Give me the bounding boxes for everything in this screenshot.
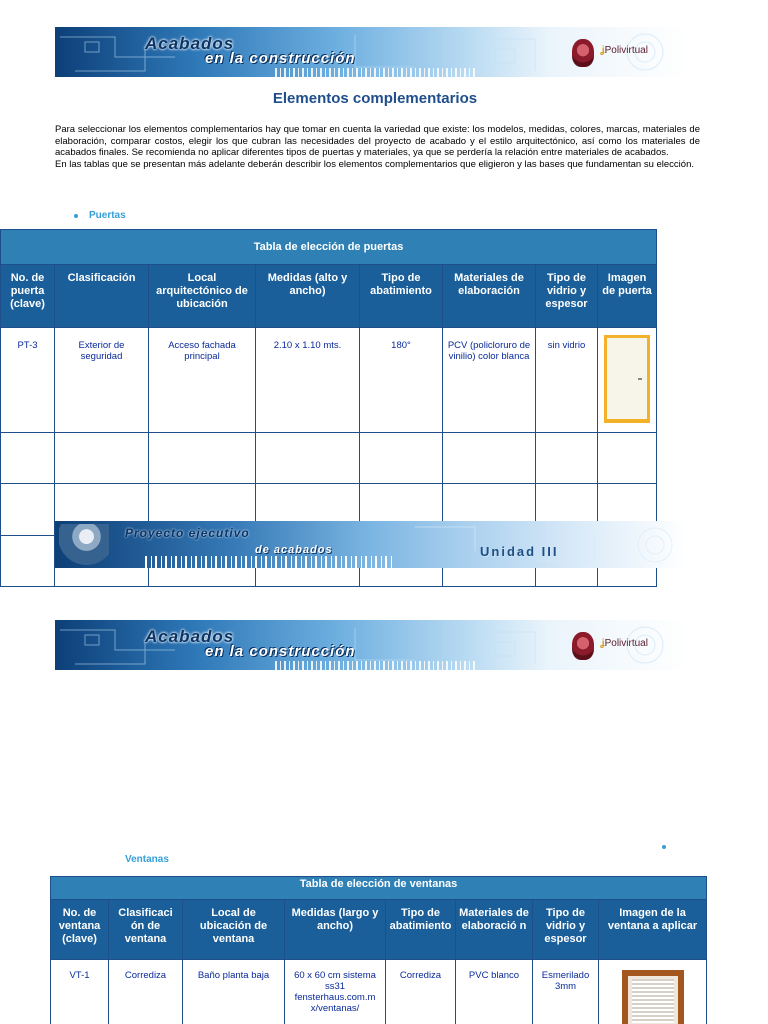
polivirtual-logo: ʝPolivirtual <box>600 638 648 649</box>
barcode-decoration <box>145 556 395 568</box>
doors-col-header: Tipo de vidrio y espesor <box>536 265 598 328</box>
window-location-cell: Baño planta baja <box>183 960 285 1024</box>
windows-col-header: Clasificaci ón de ventana <box>109 900 183 960</box>
header-banner-page2 <box>55 620 688 670</box>
intro-text <box>55 124 700 170</box>
bullet-icon <box>74 214 78 218</box>
doors-table-caption: Tabla de elección de puertas <box>1 230 657 265</box>
doors-col-header: Medidas (alto y ancho) <box>256 265 360 328</box>
unit-label: Unidad III <box>480 544 559 559</box>
polivirtual-logo: ʝPolivirtual <box>600 45 648 56</box>
footer-banner-line2: de acabados <box>255 544 333 556</box>
table-row <box>1 327 657 432</box>
barcode-decoration <box>275 661 475 670</box>
intro-paragraph-1: Para seleccionar los elementos complementarios hay que tomar en cuenta la variedad que existe: los modelos, medidas, colores, marcas, materiales de elaboración, comparar costos, elegir los que cubran las necesidades del proyecto de acabado y el estilo arquitectónico, así como los materiales de acabados finales. Se recomienda no aplicar diferentes tipos de puertas y materiales, ya que se perdería la relación entre materiales de acabados. <box>55 124 700 158</box>
door-image <box>604 335 650 423</box>
banner-title-line2: en la construcción <box>205 643 356 660</box>
door-key-cell: PT-3 <box>1 327 55 432</box>
table-row <box>1 432 657 483</box>
footer-banner-line1: Proyecto ejecutivo <box>125 526 250 540</box>
section-label-doors: Puertas <box>89 210 126 221</box>
windows-col-header: Local de ubicación de ventana <box>183 900 285 960</box>
door-glass-cell: sin vidrio <box>536 327 598 432</box>
worker-photo <box>59 524 109 566</box>
windows-table-caption: Tabla de elección de ventanas <box>51 877 707 900</box>
institution-seal-icon <box>572 39 594 67</box>
windows-col-header: Imagen de la ventana a aplicar <box>599 900 707 960</box>
doors-col-header: Clasificación <box>55 265 149 328</box>
window-image <box>622 970 684 1024</box>
intro-paragraph-2: En las tablas que se presentan más adelante deberán describir los elementos complementarios que eligieron y las bases que fundamentan su elección. <box>55 158 694 170</box>
doors-col-header: Imagen de puerta <box>598 265 657 328</box>
windows-col-header: Materiales de elaboració n <box>456 900 533 960</box>
window-swing-cell: Corrediza <box>386 960 456 1024</box>
door-swing-cell: 180° <box>360 327 443 432</box>
window-glass-cell: Esmerilado 3mm <box>533 960 599 1024</box>
windows-col-header: No. de ventana (clave) <box>51 900 109 960</box>
doors-col-header: Tipo de abatimiento <box>360 265 443 328</box>
door-material-cell: PCV (policloruro de vinilio) color blanca <box>443 327 536 432</box>
door-image-cell <box>598 327 657 432</box>
windows-col-header: Medidas (largo y ancho) <box>285 900 386 960</box>
window-material-cell: PVC blanco <box>456 960 533 1024</box>
door-location-cell: Acceso fachada principal <box>149 327 256 432</box>
footer-banner <box>55 521 685 568</box>
polivirtual-logo-text: Polivirtual <box>604 45 648 56</box>
institution-seal-icon <box>572 632 594 660</box>
door-class-cell: Exterior de seguridad <box>55 327 149 432</box>
banner-title-line2: en la construcción <box>205 50 356 67</box>
page-title: Elementos complementarios <box>272 90 478 107</box>
banner-title-line1: Acabados <box>145 34 235 53</box>
window-size-cell: 60 x 60 cm sistema ss31 fensterhaus.com.m x/ventanas/ <box>285 960 386 1024</box>
table-row <box>51 960 707 1024</box>
bullet-icon <box>662 845 666 849</box>
windows-col-header: Tipo de vidrio y espesor <box>533 900 599 960</box>
doors-col-header: No. de puerta (clave) <box>1 265 55 328</box>
window-key-cell: VT-1 <box>51 960 109 1024</box>
doors-col-header: Local arquitectónico de ubicación <box>149 265 256 328</box>
door-size-cell: 2.10 x 1.10 mts. <box>256 327 360 432</box>
window-class-cell: Corrediza <box>109 960 183 1024</box>
windows-table <box>50 876 707 1024</box>
windows-col-header: Tipo de abatimiento <box>386 900 456 960</box>
banner-title-line1: Acabados <box>145 627 235 646</box>
polivirtual-logo-text: Polivirtual <box>604 638 648 649</box>
header-banner <box>55 27 688 77</box>
window-image-cell <box>599 960 707 1024</box>
barcode-decoration <box>275 68 475 77</box>
section-label-windows: Ventanas <box>125 854 169 865</box>
doors-col-header: Materiales de elaboración <box>443 265 536 328</box>
